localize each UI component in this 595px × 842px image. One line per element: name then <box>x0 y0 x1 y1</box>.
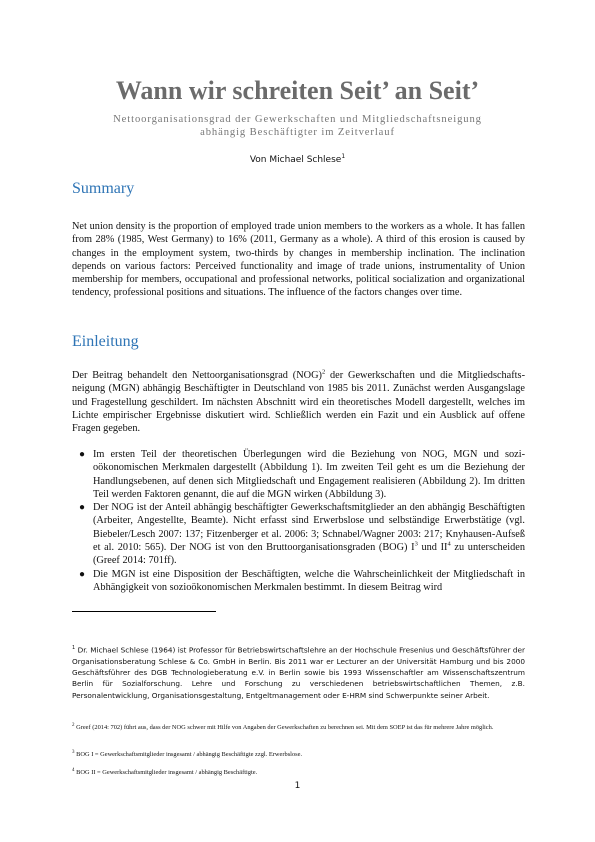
bullet-item <box>72 501 525 567</box>
author-line <box>0 151 595 166</box>
footnote-text: Greef (2014: 702) führt aus, dass der NOG schwer mit Hilfe von Angaben der Gewerkschaften zu berechnen sei. Mit dem SOEP ist das für mehrere Jahre möglich. <box>74 724 494 732</box>
paper-title: Wann wir schreiten Seit’ an Seit’ <box>115 76 480 105</box>
page-number: 1 <box>294 781 301 791</box>
footnote-1 <box>72 643 525 701</box>
summary-paragraph: Net union density is the proportion of employed trade union members to the workers as a whole. It has fallen from 28% (1985, West Germany) to 16% (2011, Germany as a whole). A third of this erosion is caused by changes in the employment system, two-thirds by changes in membership inclination. The inclination depends on various factors: Perceived functionality and image of trade unions, instrumentality of Union membership for members, occupational and professional networks, political socialization and organizational tendency, professional positions and situations. The influence of the factors changes over time. <box>72 221 525 299</box>
bullet-icon: ● <box>79 502 86 514</box>
paper-subtitle <box>90 113 505 139</box>
footnote-ref-2[interactable]: 2 <box>321 368 326 376</box>
bullet-list <box>72 448 525 594</box>
footnote-2 <box>72 721 525 733</box>
subtitle-line-2: abhängig Beschäftigter im Zeitverlauf <box>200 127 395 138</box>
footnote-number: 4 <box>72 768 75 773</box>
intro-text-a: Der Beitrag behandelt den Nettoorganisationsgrad (NOG) <box>72 370 322 381</box>
footnote-number: 2 <box>72 723 75 728</box>
footnote-ref-4[interactable]: 4 <box>447 540 451 548</box>
footnote-ref-3[interactable]: 3 <box>414 540 418 548</box>
subtitle-line-1: Nettoorganisationsgrad der Gewerkschaften und Mitgliedschaftsneigung <box>113 114 482 125</box>
footnote-number: 3 <box>72 750 75 755</box>
bullet-text: Im ersten Teil der theoretischen Überlegungen wird die Beziehung von NOG, MGN und sozioökonomischen Merkmalen dargestellt (Abbildung 1). Im zweiten Teil geht es um die Beziehung der Handlungsebenen, auf denen sich Mitgliedschaft und Engagement realisieren (Abbildung 2). Im dritten Teil werden Faktoren genannt, die auf die MGN wirken (Abbildung 3). <box>93 449 525 500</box>
summary-heading: Summary <box>72 180 135 197</box>
author-name: Von Michael Schlese <box>249 155 342 165</box>
footnote-text: BOG II = Gewerkschaftsmitglieder insgesamt / abhängig Beschäftigte. <box>74 769 258 777</box>
footnote-text: Dr. Michael Schlese (1964) ist Professor für Betriebswirtschaftslehre an der Hochschule Fresenius und Geschäftsführer der Organisationsberatung Schlese & Co. GmbH in Berlin. Bis 2011 war er Lecturer an der Universität Hamburg und bis 2000 Geschäftsführer des DGB Technologieberatung e.V. in Berlin sowie bis 1993 Wissenschaftler am Wissenschaftszentrum Berlin für Sozialforschung. Lehre und Forschung zu verschiedenen betriebswirtschaftlichen Themen, z.B. Personalentwicklung, Organisationsgestaltung, Entgeltmanagement oder E-HRM sind Schwerpunkte seiner Arbeit. <box>72 645 525 700</box>
bullet-icon: ● <box>79 568 86 580</box>
intro-heading: Einleitung <box>72 333 139 350</box>
footnote-ref-1[interactable]: 1 <box>341 153 346 160</box>
footnote-number: 1 <box>72 645 76 651</box>
bullet-icon: ● <box>79 449 86 460</box>
intro-text-b: der Gewerkschaften und die Mitgliedschaftsneigung (MGN) abhängig Beschäftigter in Deutschland von 1985 bis 2011. Zunächst werden Ausgangslage und Fragestellung geschildert. Im nächsten Abschnitt wird ein theoretisches Modell dargestellt, welches im Lichte empirischer Ergebnisse diskutiert wird. Schließlich werden ein Fazit und ein Ausblick auf offene Fragen gegeben. <box>72 370 525 435</box>
bullet-item <box>72 448 525 501</box>
bullet-text-b: und II <box>417 542 448 554</box>
bullet-text-a: Der NOG ist der Anteil abhängig beschäftigter Gewerkschaftsmitglieder an den abhängig Beschäftigten (Arbeiter, Angestellte, Beamte). Nicht erfasst sind Erwerbslose und selbständige Erwerbstätige (vgl. Biebeler/Lesch 2007: 137; Fitzenberger et al. 2006: 3; Schnabel/Wagner 2003: 217; Knyhausen-Aufseß et al. 2010: 565). Der NOG ist von den Bruttoorganisationsgraden (BOG) I <box>93 502 525 554</box>
bullet-text-c: zu unterscheiden (Greef 2014: 701ff). <box>93 542 525 567</box>
footnote-3 <box>72 748 525 760</box>
intro-paragraph <box>72 369 525 435</box>
footnote-4 <box>72 766 525 778</box>
footnote-text: BOG I = Gewerkschaftsmitglieder insgesamt / abhängig Beschäftigte zzgl. Erwerbslose. <box>74 751 303 759</box>
bullet-item <box>72 568 525 595</box>
footnote-separator <box>72 611 216 612</box>
bullet-text: Die MGN ist eine Disposition der Beschäftigten, welche die Wahrscheinlichkeit der Mitgliedschaft in Abhängigkeit von sozioökonomischen Merkmalen bestimmt. In diesem Beitrag wird <box>93 568 525 593</box>
